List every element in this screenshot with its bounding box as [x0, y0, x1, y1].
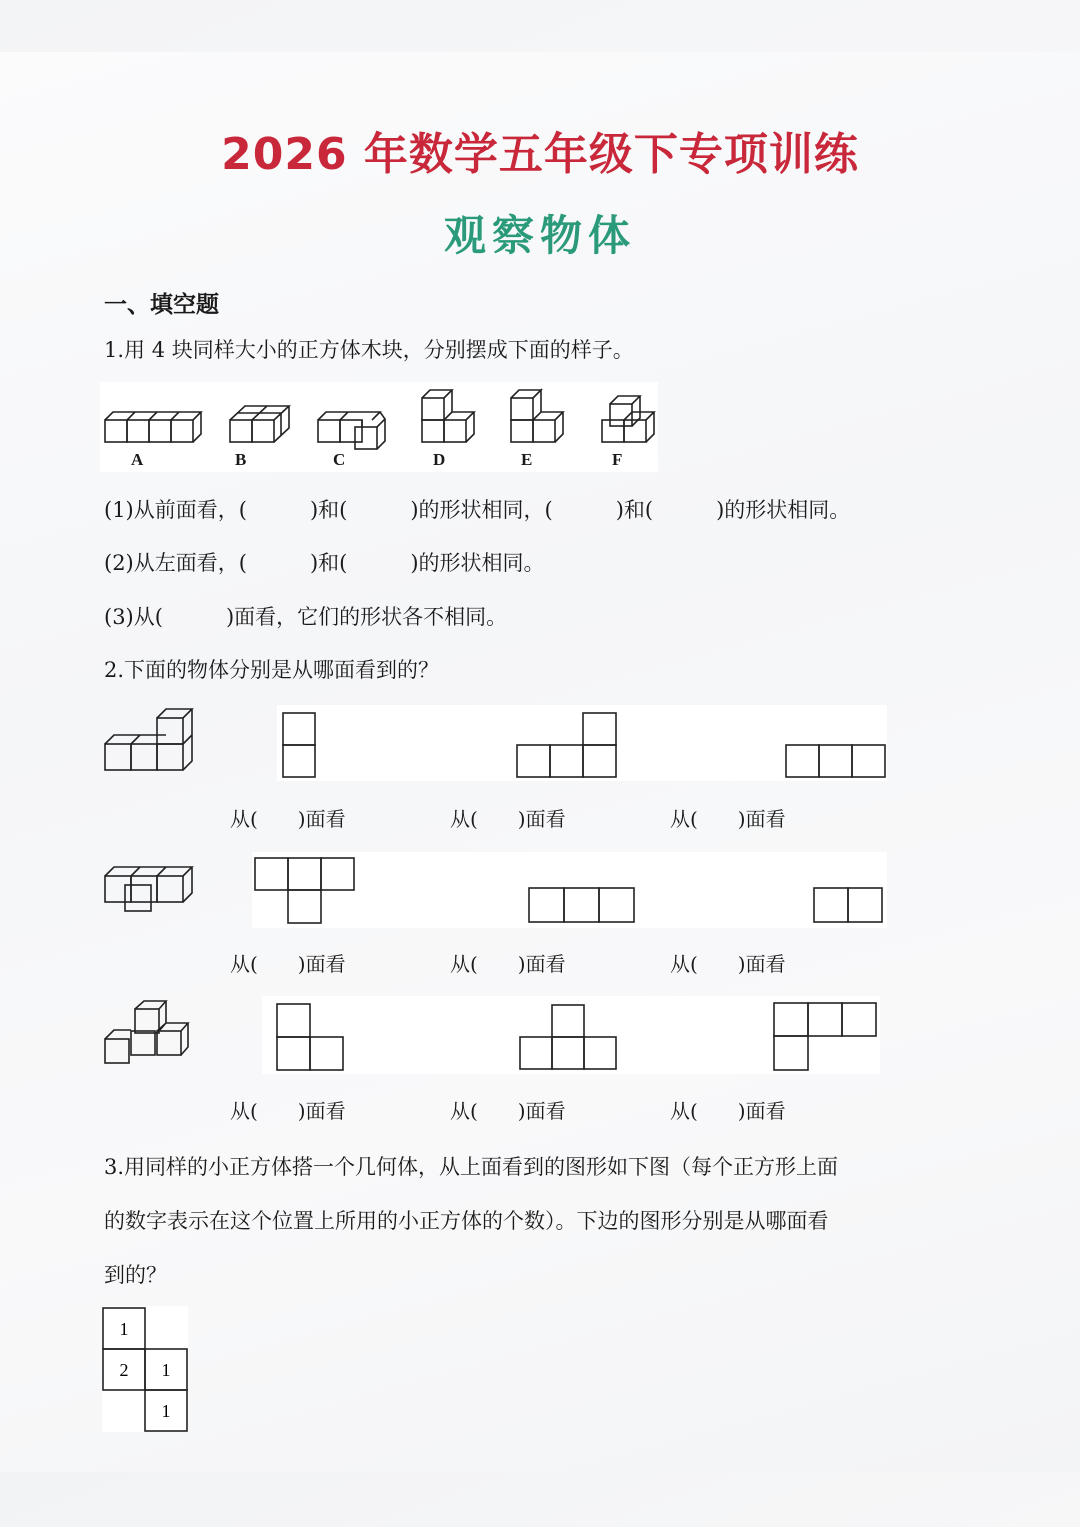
question-3-line-3: 到的？ — [104, 1263, 167, 1287]
question-3-line-1: 3.用同样的小正方体搭一个几何体，从上面看到的图形如下图（每个正方形上面 — [104, 1155, 839, 1179]
question-1-part-1: (1)从前面看，( )和( )的形状相同，( )和( )的形状相同。 — [104, 498, 851, 522]
view-label: 从( )面看 — [670, 1099, 786, 1123]
grid-cell-value: 1 — [119, 1319, 129, 1339]
view-label: 从( )面看 — [450, 807, 566, 831]
grid-cell-value: 1 — [161, 1360, 171, 1380]
question-3-line-2: 的数字表示在这个位置上所用的小正方体的个数）。下边的图形分别是从哪面看 — [104, 1209, 829, 1233]
q2-row3-figures — [100, 995, 900, 1085]
question-1-part-3: (3)从( )面看，它们的形状各不相同。 — [104, 605, 508, 629]
view-label: 从( )面看 — [670, 807, 786, 831]
q1-block-figures — [100, 382, 658, 472]
view-label: 从( )面看 — [450, 1099, 566, 1123]
choice-label-a: A — [131, 450, 144, 469]
choice-label-c: C — [333, 450, 346, 469]
choice-label-b: B — [235, 450, 247, 469]
grid-cell-value: 2 — [119, 1360, 129, 1380]
view-label: 从( )面看 — [230, 952, 346, 976]
view-label: 从( )面看 — [450, 952, 566, 976]
q2-row1-figures — [100, 700, 900, 790]
view-label: 从( )面看 — [230, 807, 346, 831]
page-subtitle: 观察物体 — [443, 211, 636, 260]
question-1-part-2: (2)从左面看，( )和( )的形状相同。 — [104, 551, 545, 575]
question-1-text: 1.用 4 块同样大小的正方体木块，分别摆成下面的样子。 — [104, 338, 634, 362]
view-label: 从( )面看 — [670, 952, 786, 976]
grid-cell-value: 1 — [161, 1401, 171, 1421]
view-label: 从( )面看 — [230, 1099, 346, 1123]
section-heading: 一、填空题 — [104, 292, 219, 318]
choice-label-e: E — [521, 450, 533, 469]
question-2-text: 2.下面的物体分别是从哪面看到的？ — [104, 658, 440, 682]
choice-label-f: F — [612, 450, 623, 469]
page-title: 2026 年数学五年级下专项训练 — [221, 129, 859, 180]
top-view-grid — [102, 1307, 192, 1437]
choice-label-d: D — [433, 450, 446, 469]
q2-row2-figures — [100, 850, 900, 940]
